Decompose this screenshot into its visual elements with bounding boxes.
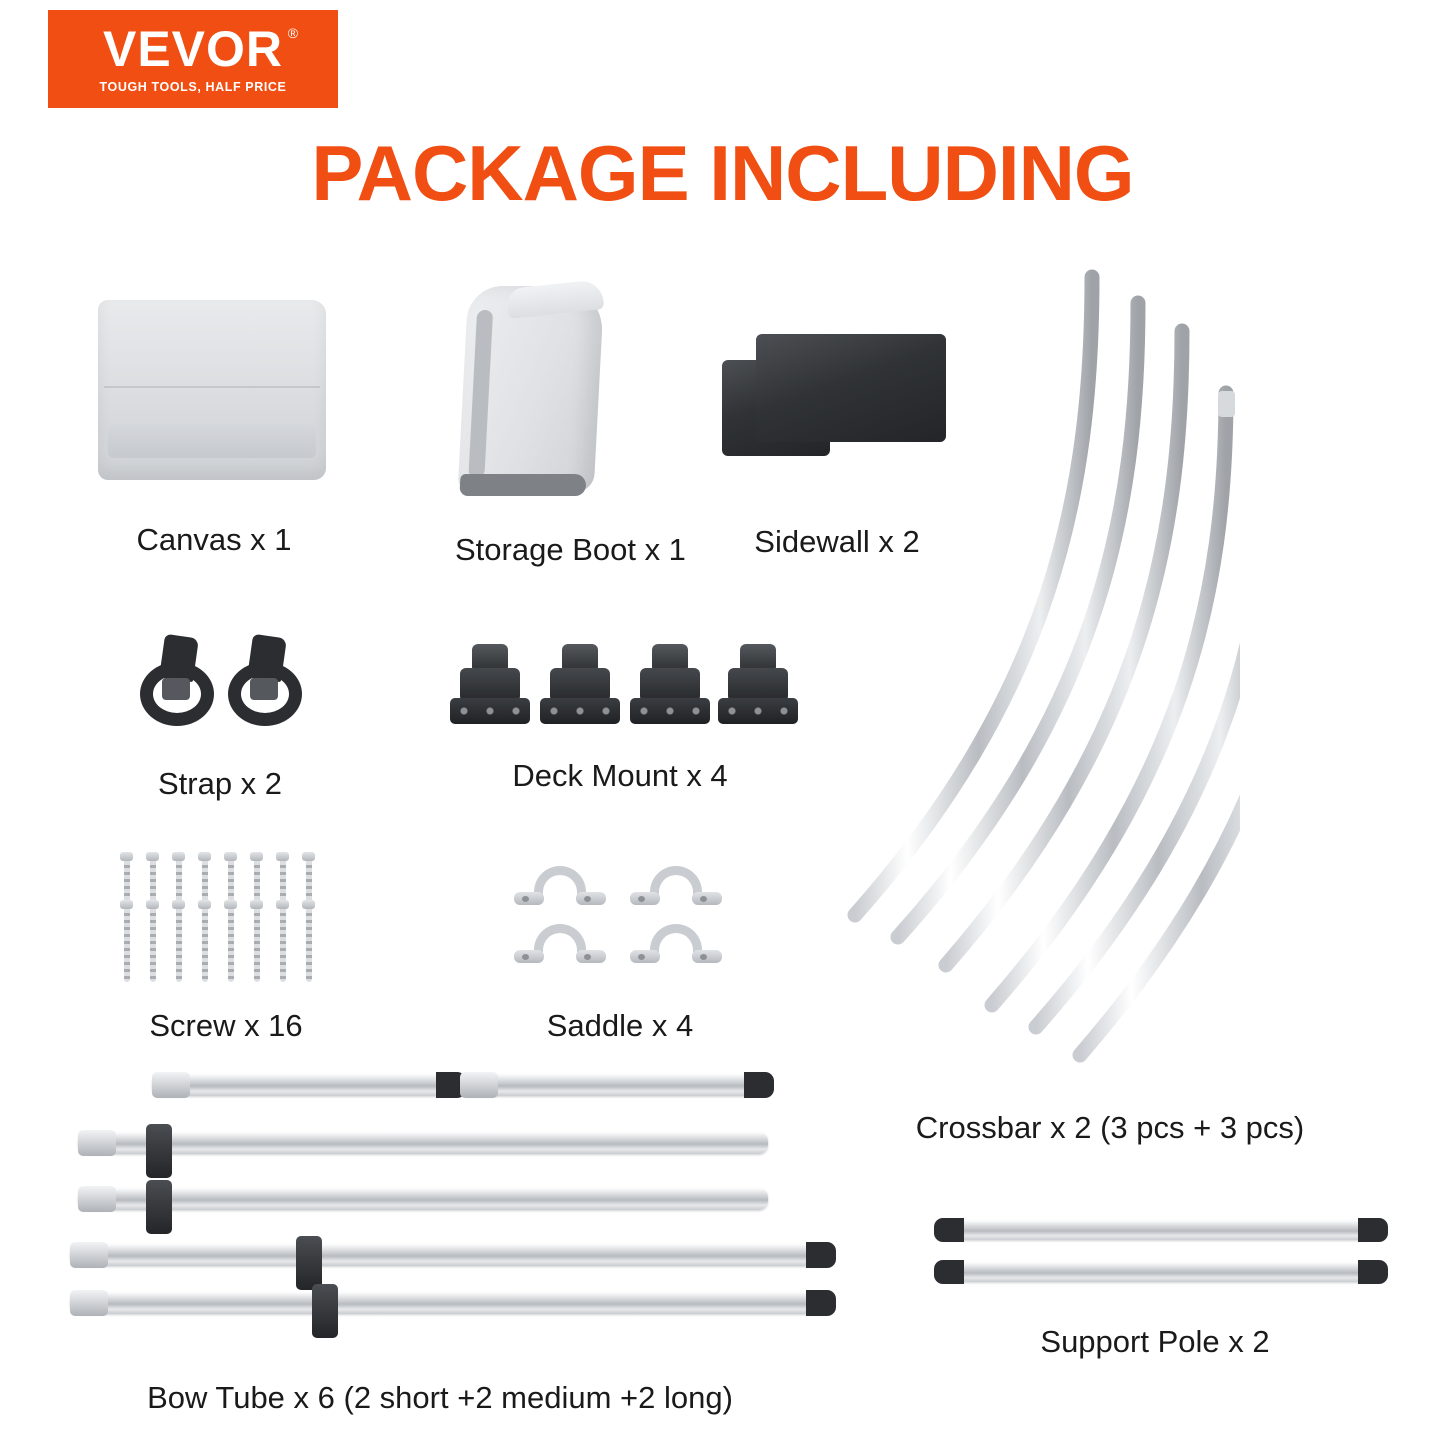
crossbar-illustration [820, 265, 1240, 1085]
bow-tube-clip [146, 1180, 172, 1234]
screw-shaft [176, 909, 182, 982]
bow-tube-clip [146, 1124, 172, 1178]
bow-tube-ferrule [78, 1186, 116, 1212]
mount-body [728, 668, 788, 702]
screw-shaft [254, 909, 260, 982]
item-label-saddle: Saddle x 4 [546, 1008, 694, 1043]
screw-head [198, 852, 211, 861]
support-pole-end-cap [1358, 1260, 1388, 1284]
item-saddle [500, 862, 740, 1044]
screw-head [198, 900, 211, 909]
support-pole-tube [942, 1262, 1374, 1282]
screw-unit [224, 900, 237, 982]
saddle-foot [692, 950, 722, 963]
screw-unit [276, 900, 289, 982]
mount-body [460, 668, 520, 702]
crossbar-tubes [855, 277, 1240, 1055]
screw-unit [302, 900, 315, 982]
item-label-strap: Strap x 2 [157, 766, 283, 801]
deck-mount-illustration [440, 644, 800, 734]
strap-buckle [250, 678, 278, 700]
saddle-unit [514, 924, 606, 970]
bow-tube-ferrule [78, 1130, 116, 1156]
deck-mount-unit [540, 644, 620, 728]
item-label-screw: Screw x 16 [149, 1008, 303, 1043]
item-bow-tube [60, 1060, 820, 1416]
screw-head [146, 900, 159, 909]
mount-base-plate [630, 698, 710, 724]
bow-tube-end-cap [806, 1290, 836, 1316]
saddle-foot [514, 892, 544, 905]
item-strap [108, 636, 332, 802]
screw-head [146, 852, 159, 861]
screw-head [120, 852, 133, 861]
screw-shaft [280, 909, 286, 982]
boot-bottom [459, 474, 586, 496]
mount-base-plate [718, 698, 798, 724]
deck-mount-unit [630, 644, 710, 728]
deck-mount-unit [718, 644, 798, 728]
item-screw [106, 852, 346, 1044]
bow-tube-end-cap [744, 1072, 774, 1098]
screw-head [250, 852, 263, 861]
boot-body-shape [458, 286, 605, 492]
deck-mount-unit [450, 644, 530, 728]
screw-head [172, 852, 185, 861]
crossbar-svg [820, 265, 1240, 1085]
mount-base-plate [450, 698, 530, 724]
screw-head [250, 900, 263, 909]
strap-illustration [108, 636, 332, 736]
item-label-canvas: Canvas x 1 [136, 522, 292, 557]
saddle-foot [576, 892, 606, 905]
brand-logo [48, 10, 338, 108]
bow-tube-medium [78, 1132, 768, 1154]
registered-mark-icon: ® [287, 25, 300, 41]
item-canvas [98, 300, 330, 558]
support-pole-end-cap [934, 1260, 964, 1284]
bow-tube-long [70, 1244, 830, 1266]
item-label-storage-boot: Storage Boot x 1 [455, 532, 686, 567]
strap-coil-1 [140, 636, 216, 726]
storage-boot-illustration [455, 286, 685, 492]
item-storage-boot [455, 286, 685, 568]
item-deck-mount [440, 644, 800, 794]
mount-knob [562, 644, 598, 670]
mount-knob [652, 644, 688, 670]
support-pole-end-cap [1358, 1218, 1388, 1242]
screw-head [276, 852, 289, 861]
screw-illustration [106, 852, 346, 972]
screw-unit [250, 900, 263, 982]
mount-body [550, 668, 610, 702]
screw-head [302, 900, 315, 909]
saddle-foot [576, 950, 606, 963]
strap-coil-2 [228, 636, 304, 726]
bow-tube-end-cap [806, 1242, 836, 1268]
item-label-support-pole: Support Pole x 2 [1040, 1324, 1270, 1359]
mount-base-plate [540, 698, 620, 724]
support-pole-end-cap [934, 1218, 964, 1242]
bow-tube-long [70, 1292, 830, 1314]
saddle-unit [630, 866, 722, 912]
screw-head [172, 900, 185, 909]
screw-shaft [150, 909, 156, 982]
bow-tube-medium [78, 1188, 768, 1210]
item-label-bow-tube: Bow Tube x 6 (2 short +2 medium +2 long) [147, 1380, 733, 1415]
saddle-illustration [500, 862, 740, 982]
screw-head [120, 900, 133, 909]
bow-tube-short [152, 1074, 452, 1096]
bow-tube-illustration [60, 1060, 820, 1310]
saddle-foot [630, 892, 660, 905]
support-pole-tube [942, 1220, 1374, 1240]
screw-head [276, 900, 289, 909]
brand-name-text: VEVOR [102, 21, 284, 77]
screw-unit [172, 900, 185, 982]
screw-head [224, 900, 237, 909]
bow-tube-ferrule [70, 1290, 108, 1316]
item-label-sidewall: Sidewall x 2 [754, 524, 920, 559]
bow-tube-clip [296, 1236, 322, 1290]
screw-head [302, 852, 315, 861]
screw-shaft [124, 909, 130, 982]
mount-knob [472, 644, 508, 670]
screw-unit [146, 900, 159, 982]
screw-unit [198, 900, 211, 982]
bow-tube-clip [312, 1284, 338, 1338]
saddle-unit [514, 866, 606, 912]
saddle-unit [630, 924, 722, 970]
brand-name [102, 21, 300, 77]
canvas-illustration [98, 300, 330, 490]
screw-shaft [228, 909, 234, 982]
item-label-crossbar: Crossbar x 2 (3 pcs + 3 pcs) [915, 1110, 1305, 1145]
boot-seam [468, 310, 493, 478]
bow-tube-ferrule [70, 1242, 108, 1268]
support-pole-illustration [920, 1210, 1390, 1300]
screw-shaft [306, 909, 312, 982]
item-support-pole [920, 1210, 1390, 1360]
page-title: PACKAGE INCLUDING [311, 129, 1134, 217]
bow-tube-short [460, 1074, 760, 1096]
saddle-foot [692, 892, 722, 905]
screw-shaft [202, 909, 208, 982]
screw-head [224, 852, 237, 861]
saddle-foot [514, 950, 544, 963]
mount-body [640, 668, 700, 702]
folded-canvas-shape [98, 300, 326, 480]
mount-knob [740, 644, 776, 670]
screw-unit [120, 900, 133, 982]
item-label-deck-mount: Deck Mount x 4 [512, 758, 728, 793]
saddle-foot [630, 950, 660, 963]
bow-tube-ferrule [460, 1072, 498, 1098]
bow-tube-ferrule [152, 1072, 190, 1098]
strap-buckle [162, 678, 190, 700]
brand-tagline: TOUGH TOOLS, HALF PRICE [99, 80, 287, 94]
